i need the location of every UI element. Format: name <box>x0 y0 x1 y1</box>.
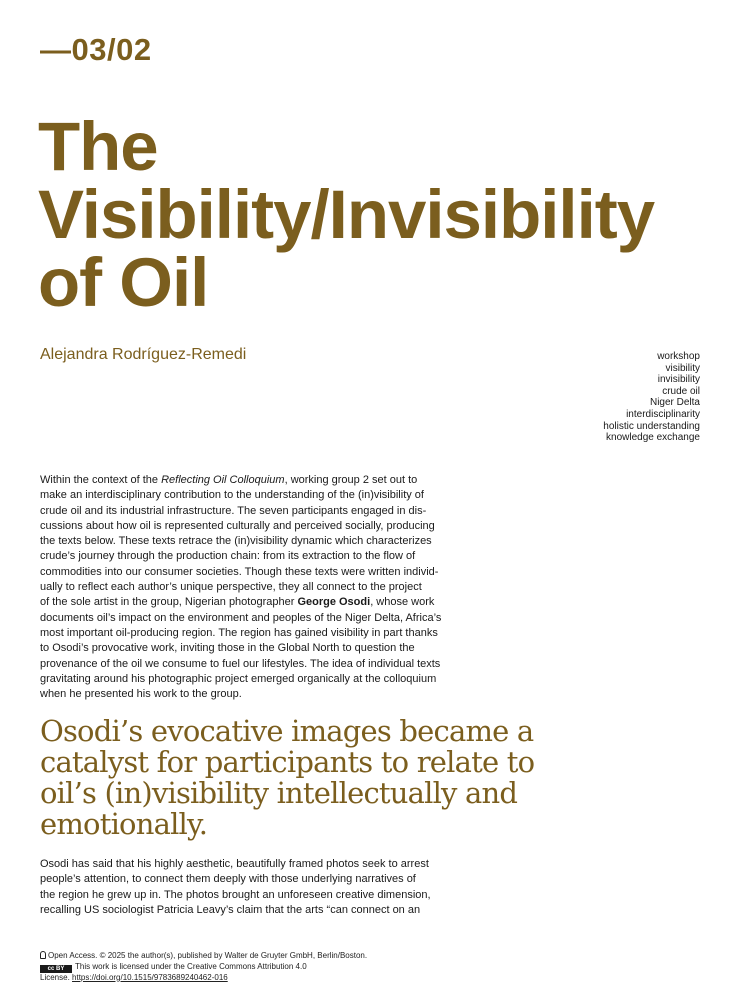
body-line: the region he grew up in. The photos brought an unforeseen creative dimension, <box>40 888 431 901</box>
body-line: of the sole artist in the group, Nigerian photographer George Osodi, whose work <box>40 596 435 609</box>
keyword: visibility <box>665 362 700 374</box>
body-line: commodities into our consumer societies. Though these texts were written individ- <box>40 565 439 578</box>
license-footer <box>40 951 367 983</box>
pull-quote <box>40 716 640 840</box>
pull-quote-line: emotionally. <box>40 807 208 841</box>
chapter-title <box>38 108 655 321</box>
title-line: The <box>38 108 158 185</box>
body-line: people’s attention, to connect them deeply with those underlying narratives of <box>40 873 416 886</box>
body-line: documents oil’s impact on the environment and peoples of the Niger Delta, Africa’s <box>40 611 442 624</box>
chapter-number: —03/02 <box>40 32 152 67</box>
body-line: crude’s journey through the production chain: from its extraction to the flow of <box>40 550 416 563</box>
body-line: make an interdisciplinary contribution to the understanding of the (in)visibility of <box>40 489 424 502</box>
colloquium-title: Reflecting Oil Colloquium <box>161 474 285 486</box>
keyword-list <box>603 351 700 444</box>
keyword: Niger Delta <box>649 397 700 409</box>
open-access-icon <box>40 951 46 959</box>
keyword: crude oil <box>662 385 700 397</box>
body-paragraph-2 <box>40 857 460 918</box>
body-line: provenance of the oil we consume to fuel our lifestyles. The idea of individual texts <box>40 657 441 670</box>
keyword: holistic understanding <box>603 420 700 432</box>
keyword: interdisciplinarity <box>626 408 700 420</box>
body-line: when he presented his work to the group. <box>40 688 242 701</box>
pull-quote-line: Osodi’s evocative images became a <box>40 714 534 748</box>
doi-link[interactable]: https://doi.org/10.1515/9783689240462-016 <box>72 972 228 982</box>
body-line: ually to reflect each author’s unique perspective, they all connect to the project <box>40 581 422 594</box>
author-name: Alejandra Rodríguez-Remedi <box>40 346 247 363</box>
body-line: the texts below. These texts retrace the (in)visibility dynamic which characterizes <box>40 535 432 548</box>
open-access-line: Open Access. © 2025 the author(s), published by Walter de Gruyter GmbH, Berlin/Boston. <box>40 951 367 962</box>
body-line: crude oil and its industrial infrastructure. The seven participants engaged in dis- <box>40 504 427 517</box>
body-line: Within the context of the Reflecting Oil Colloquium, working group 2 set out to <box>40 474 418 486</box>
body-line: recalling US sociologist Patricia Leavy’s claim that the arts “can connect on an <box>40 903 421 916</box>
body-line: gravitating around his photographic project emerged organically at the colloquium <box>40 672 437 685</box>
title-line: of Oil <box>38 244 209 321</box>
body-line: cussions about how oil is represented culturally and perceived socially, producing <box>40 519 435 532</box>
pull-quote-line: catalyst for participants to relate to <box>40 745 535 779</box>
keyword: invisibility <box>657 374 700 386</box>
body-line: Osodi has said that his highly aesthetic, beautifully framed photos seek to arrest <box>40 858 429 870</box>
cc-by-icon: cc BY <box>40 965 72 973</box>
body-paragraph-1 <box>40 473 460 702</box>
body-line: most important oil-producing region. The region has gained visibility in part thanks <box>40 626 438 639</box>
keyword: knowledge exchange <box>606 432 700 444</box>
doi-line: License. https://doi.org/10.1515/9783689240462-016 <box>40 972 228 982</box>
keyword: workshop <box>657 351 700 362</box>
title-line: Visibility/Invisibility <box>38 176 655 253</box>
license-line: cc BY This work is licensed under the Creative Commons Attribution 4.0 <box>40 962 367 973</box>
body-line: to Osodi’s provocative work, inviting those in the Global North to question the <box>40 642 415 655</box>
pull-quote-line: oil’s (in)visibility intellectually and <box>40 776 518 810</box>
artist-name: George Osodi <box>297 596 371 609</box>
